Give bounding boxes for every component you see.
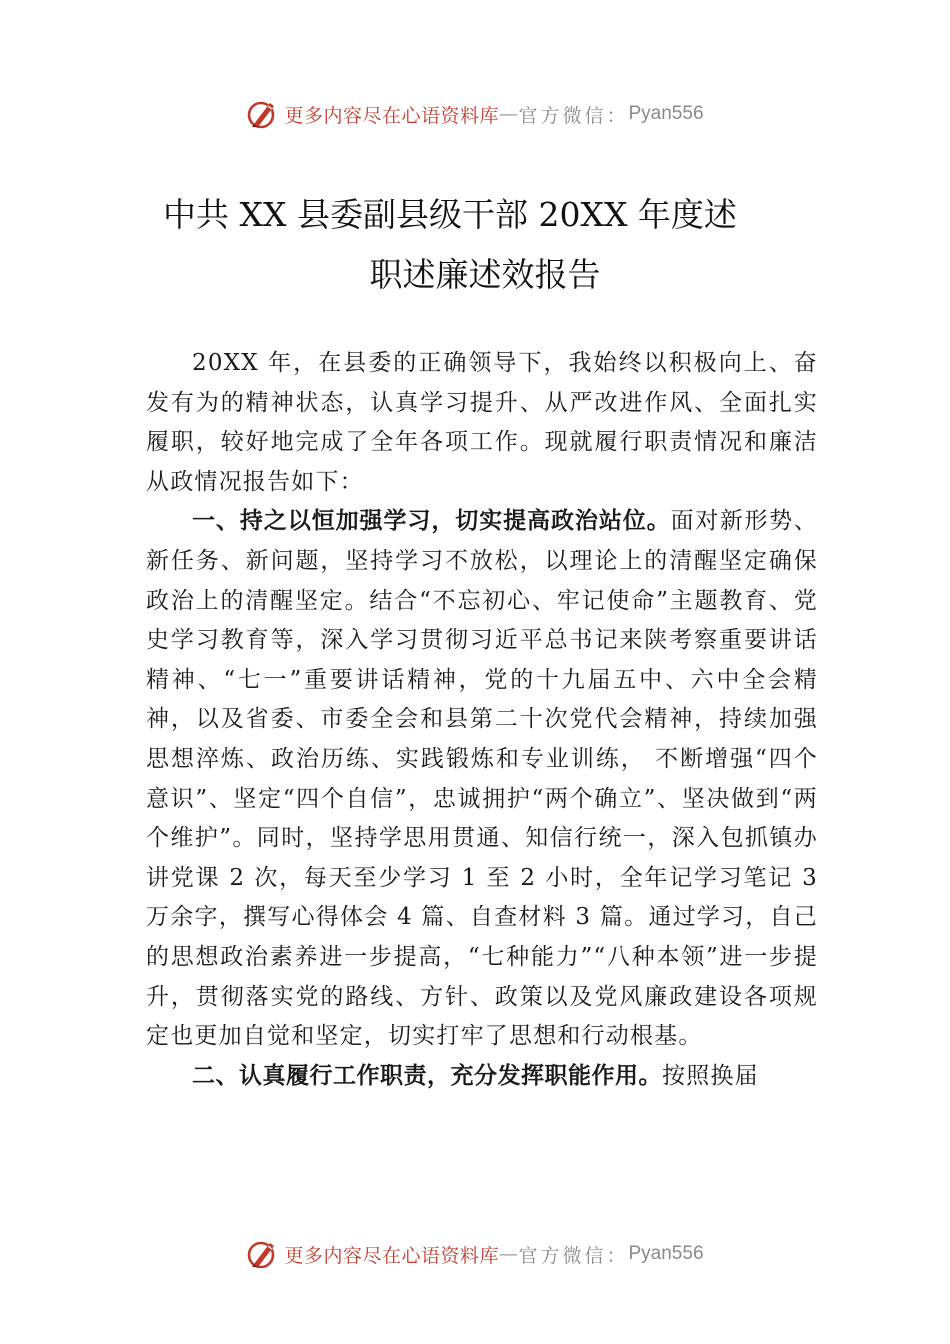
- title-line-1: 中共 XX 县委副县级干部 20XX 年度述: [163, 195, 737, 234]
- section-2-heading: 二、认真履行工作职责，充分发挥职能作用。: [192, 1062, 662, 1089]
- section-1-text: 面对新形势、新任务、新问题，坚持学习不放松，以理论上的清醒坚定确保政治上的清醒坚定。结合“不忘初心、牢记使命”主题教育、党史学习教育等，深入学习贯彻习近平总书记来陕考察重要讲话精神、“七一”重要讲话精神，党的十九届五中、六中全会精神，以及省委、市委全会和县第二十次党代会精神，持续加强思想淬炼、政治历练、实践锻炼和专业训练， 不断增强“四个意识”、坚定“四个自信”，忠诚拥护“两个确立”、坚决做到“两个维护”。同时，坚持学思用贯通、知信行统一，深入包抓镇办讲党课 2 次，每天至少学习 1 至 2 小时，全年记学习笔记 3 万余字，撰写心得体会 4 篇、自查材料 3 篇。通过学习，自己的思想政治素养进一步提高，“七种能力”“八种本领”进一步提升，贯彻落实党的路线、方针、政策以及党风廉政建设各项规定也更加自觉和坚定，切实打牢了思想和行动根基。: [146, 508, 819, 1050]
- section-1-heading: 一、持之以恒加强学习，切实提高政治站位。: [192, 508, 671, 535]
- banner-text: 更多内容尽在心语资料库: [284, 104, 499, 127]
- header-banner: [0, 94, 950, 134]
- paragraph-intro: [146, 344, 818, 502]
- document-title: [140, 185, 830, 305]
- banner-wechat-label: 官方微信：: [518, 104, 629, 127]
- paragraph-section-2: [146, 1057, 818, 1097]
- section-2-text: 按照换届: [662, 1062, 759, 1089]
- document-body: [146, 344, 818, 1096]
- footer-banner: [0, 1234, 950, 1274]
- banner-wechat-label: 官方微信：: [518, 1244, 629, 1267]
- banner-text: 更多内容尽在心语资料库: [284, 1244, 499, 1267]
- pen-logo-icon: [246, 1237, 280, 1271]
- banner-wechat-id: Pyan556: [628, 103, 704, 124]
- banner-dash: —: [498, 103, 519, 125]
- title-line-2: 职述廉述效报告: [369, 255, 601, 294]
- paragraph-intro-text: 20XX 年，在县委的正确领导下，我始终以积极向上、奋发有为的精神状态，认真学习提升、从严改进作风、全面扎实履职，较好地完成了全年各项工作。现就履行职责情况和廉洁从政情况报告如下：: [146, 350, 818, 495]
- pen-logo-icon: [246, 97, 280, 131]
- banner-wechat-id: Pyan556: [628, 1243, 704, 1264]
- paragraph-section-1: [146, 502, 818, 1056]
- banner-dash: —: [498, 1243, 519, 1265]
